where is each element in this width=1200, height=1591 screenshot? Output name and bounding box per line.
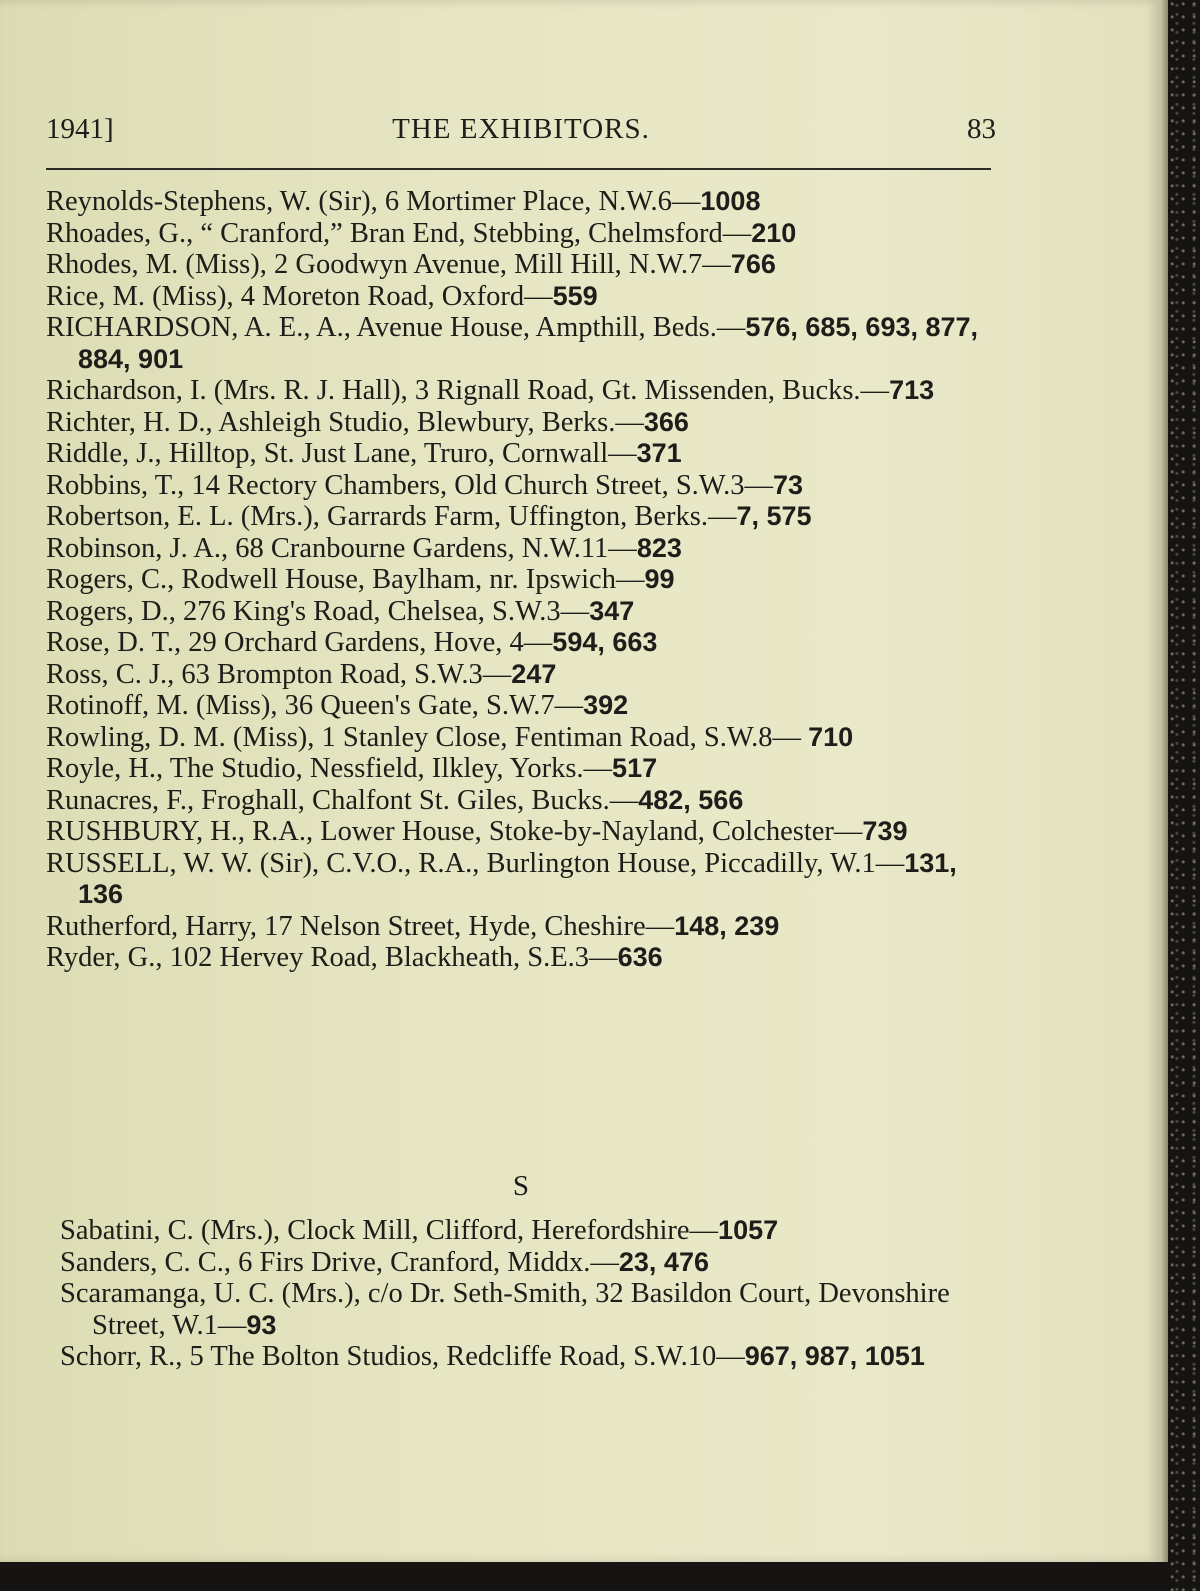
page-edge xyxy=(1160,0,1168,1562)
entry-text: Richardson, I. (Mrs. R. J. Hall), 3 Rignall Road, Gt. Missenden, Bucks.— xyxy=(46,375,890,406)
list-item xyxy=(46,407,996,439)
entries-s-list xyxy=(60,1215,1000,1373)
entry-text: Rogers, D., 276 King's Road, Chelsea, S.W.3— xyxy=(46,595,590,627)
list-item xyxy=(46,659,996,691)
list-item xyxy=(46,281,996,313)
catalogue-numbers: 392 xyxy=(583,690,629,720)
entry-text: RICHARDSON, A. E., A., Avenue House, Ampthill, Beds.— xyxy=(46,312,746,343)
list-item xyxy=(46,911,996,943)
catalogue-numbers: 482, 566 xyxy=(638,784,744,815)
entry-text: Runacres, F., Froghall, Chalfont St. Giles, Bucks.— xyxy=(46,784,639,816)
entry-text: Ross, C. J., 63 Brompton Road, S.W.3— xyxy=(46,658,512,690)
catalogue-numbers: 366 xyxy=(643,406,689,437)
list-item xyxy=(60,1215,1000,1247)
entry-text: Royle, H., The Studio, Nessfield, Ilkley, Yorks.— xyxy=(46,753,613,784)
header-year: 1941] xyxy=(46,113,114,145)
page-bottom-edge xyxy=(0,1562,1168,1591)
list-item xyxy=(46,627,996,659)
list-item xyxy=(46,375,996,407)
list-item xyxy=(46,690,996,722)
list-item xyxy=(46,785,996,817)
list-item xyxy=(46,470,996,502)
list-item xyxy=(46,218,996,250)
running-header xyxy=(46,113,996,153)
catalogue-numbers: 210 xyxy=(751,217,797,248)
entry-text: Richter, H. D., Ashleigh Studio, Blewbury, Berks.— xyxy=(46,406,644,438)
list-item xyxy=(46,942,996,974)
catalogue-numbers: 73 xyxy=(772,469,804,500)
catalogue-numbers: 23, 476 xyxy=(618,1246,709,1277)
list-item xyxy=(46,596,996,628)
entry-text: Rhodes, M. (Miss), 2 Goodwyn Avenue, Mill Hill, N.W.7— xyxy=(46,249,731,280)
catalogue-numbers: 93 xyxy=(246,1309,277,1340)
entry-text: Riddle, J., Hilltop, St. Just Lane, Truro, Cornwall— xyxy=(46,438,637,469)
header-rule xyxy=(46,168,991,170)
catalogue-numbers: 517 xyxy=(612,753,658,783)
list-item xyxy=(46,533,996,565)
entry-text: Rowling, D. M. (Miss), 1 Stanley Close, Fentiman Road, S.W.8— xyxy=(46,721,809,753)
entry-text: Sabatini, C. (Mrs.), Clock Mill, Clifford, Herefordshire— xyxy=(60,1215,719,1246)
list-item xyxy=(60,1278,1000,1341)
catalogue-numbers: 713 xyxy=(889,375,935,405)
entries-r-list xyxy=(46,186,996,974)
entry-text: Rotinoff, M. (Miss), 36 Queen's Gate, S.W.7— xyxy=(46,690,584,721)
page-number: 83 xyxy=(967,113,996,145)
entry-text: Robbins, T., 14 Rectory Chambers, Old Church Street, S.W.3— xyxy=(46,469,773,501)
catalogue-numbers: 594, 663 xyxy=(552,627,658,657)
list-item xyxy=(46,249,996,281)
catalogue-numbers: 99 xyxy=(644,564,675,594)
entry-text: Robinson, J. A., 68 Cranbourne Gardens, N.W.11— xyxy=(46,532,637,564)
entry-text: Scaramanga, U. C. (Mrs.), c/o Dr. Seth-Smith, 32 Basildon Court, Devonshire Street, W.1— xyxy=(60,1278,950,1341)
list-item xyxy=(60,1341,1000,1373)
section-heading-s: S xyxy=(512,1170,530,1202)
catalogue-numbers: 823 xyxy=(636,532,682,563)
header-title: THE EXHIBITORS. xyxy=(392,113,650,145)
entry-text: Rutherford, Harry, 17 Nelson Street, Hyde, Cheshire— xyxy=(46,910,675,942)
entry-text: Sanders, C. C., 6 Firs Drive, Cranford, Middx.— xyxy=(60,1246,619,1278)
list-item xyxy=(46,722,996,754)
list-item xyxy=(46,438,996,470)
catalogue-numbers: 559 xyxy=(552,280,598,311)
catalogue-numbers: 636 xyxy=(617,942,663,972)
list-item xyxy=(60,1247,1000,1279)
entry-text: Rice, M. (Miss), 4 Moreton Road, Oxford— xyxy=(46,280,553,312)
catalogue-numbers: 1057 xyxy=(718,1215,779,1245)
list-item xyxy=(46,312,996,375)
entry-text: Rogers, C., Rodwell House, Baylham, nr. Ipswich— xyxy=(46,564,645,595)
list-item xyxy=(46,564,996,596)
catalogue-numbers: 710 xyxy=(808,721,854,752)
entry-text: RUSSELL, W. W. (Sir), C.V.O., R.A., Burlington House, Piccadilly, W.1— xyxy=(46,847,905,879)
catalogue-numbers: 131, 136 xyxy=(78,847,957,909)
catalogue-numbers: 347 xyxy=(589,595,635,626)
catalogue-numbers: 766 xyxy=(730,249,776,279)
entry-text: RUSHBURY, H., R.A., Lower House, Stoke-by-Nayland, Colchester— xyxy=(46,816,863,847)
catalogue-numbers: 7, 575 xyxy=(736,501,812,531)
list-item xyxy=(46,816,996,848)
entry-text: Ryder, G., 102 Hervey Road, Blackheath, S.E.3— xyxy=(46,942,618,973)
catalogue-numbers: 148, 239 xyxy=(674,910,780,941)
list-item xyxy=(46,186,996,218)
catalogue-numbers: 739 xyxy=(862,816,908,846)
list-item xyxy=(46,848,996,911)
entry-text: Rhoades, G., “ Cranford,” Bran End, Stebbing, Chelmsford— xyxy=(46,217,752,249)
list-item xyxy=(46,501,996,533)
catalogue-numbers: 1008 xyxy=(700,186,761,216)
list-item xyxy=(46,753,996,785)
entry-text: Reynolds-Stephens, W. (Sir), 6 Mortimer Place, N.W.6— xyxy=(46,186,701,217)
catalogue-numbers: 247 xyxy=(511,658,557,689)
entry-text: Rose, D. T., 29 Orchard Gardens, Hove, 4— xyxy=(46,627,553,658)
catalogue-numbers: 371 xyxy=(636,438,682,468)
entry-text: Schorr, R., 5 The Bolton Studios, Redcliffe Road, S.W.10— xyxy=(60,1341,745,1372)
entry-text: Robertson, E. L. (Mrs.), Garrards Farm, Uffington, Berks.— xyxy=(46,501,737,532)
catalogue-numbers: 576, 685, 693, 877, 884, 901 xyxy=(78,312,979,374)
catalogue-numbers: 967, 987, 1051 xyxy=(744,1341,925,1371)
